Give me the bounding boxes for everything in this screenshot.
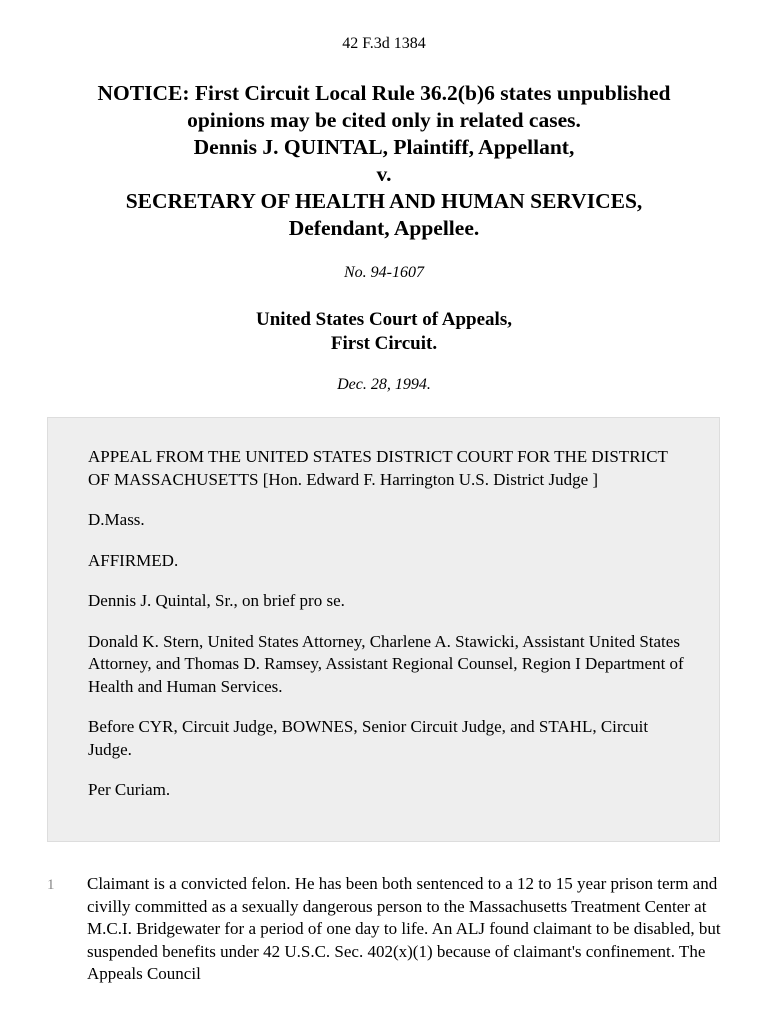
district-abbrev: D.Mass. (88, 510, 145, 529)
appellant-counsel: Dennis J. Quintal, Sr., on brief pro se. (88, 591, 345, 610)
case-summary-box (47, 417, 720, 842)
appellee-counsel: Donald K. Stern, United States Attorney, Charlene A. Stawicki, Assistant United States Attorney, and Thomas D. Ramsey, Assistant Regional Counsel, Region I Department of Health and Human Services. (88, 631, 684, 696)
per-curiam: Per Curiam. (88, 780, 171, 799)
plaintiff-line: Dennis J. QUINTAL, Plaintiff, Appellant, (193, 135, 575, 159)
opinion-paragraph (47, 873, 727, 986)
disposition: AFFIRMED. (88, 550, 179, 570)
judicial-panel: Before CYR, Circuit Judge, BOWNES, Senior Circuit Judge, and STAHL, Circuit Judge. (88, 717, 649, 759)
paragraph-number: 1 (47, 877, 55, 893)
docket-number: No. 94-1607 (344, 264, 424, 281)
court-name (0, 308, 768, 356)
decision-date: Dec. 28, 1994. (337, 376, 431, 393)
notice-line-1: NOTICE: First Circuit Local Rule 36.2(b)6 states unpublished (97, 81, 671, 105)
defendant-line-2: Defendant, Appellee. (288, 216, 480, 240)
paragraph-text: Claimant is a convicted felon. He has been both sentenced to a 12 to 15 year prison term and civilly committed as a sexually dangerous person to the Massachusetts Treatment Center at M.C.I. Bridgewater for a period of one day to life. An ALJ found claimant to be disabled, but suspended benefits under 42 U.S.C. Sec. 402(x)(1) because of claimant's confinement. The Appeals Council (87, 874, 721, 983)
versus-line: v. (376, 162, 392, 186)
court-line-2: First Circuit. (330, 333, 438, 354)
court-line-1: United States Court of Appeals, (256, 309, 512, 330)
case-citation: 42 F.3d 1384 (342, 35, 426, 52)
case-title (20, 80, 748, 242)
defendant-line-1: SECRETARY OF HEALTH AND HUMAN SERVICES, (125, 189, 643, 213)
appeal-statement: APPEAL FROM THE UNITED STATES DISTRICT COURT FOR THE DISTRICT OF MASSACHUSETTS [Hon. Edward F. Harrington U.S. District Judge ] (88, 447, 668, 489)
notice-line-2: opinions may be cited only in related cases. (187, 108, 581, 132)
